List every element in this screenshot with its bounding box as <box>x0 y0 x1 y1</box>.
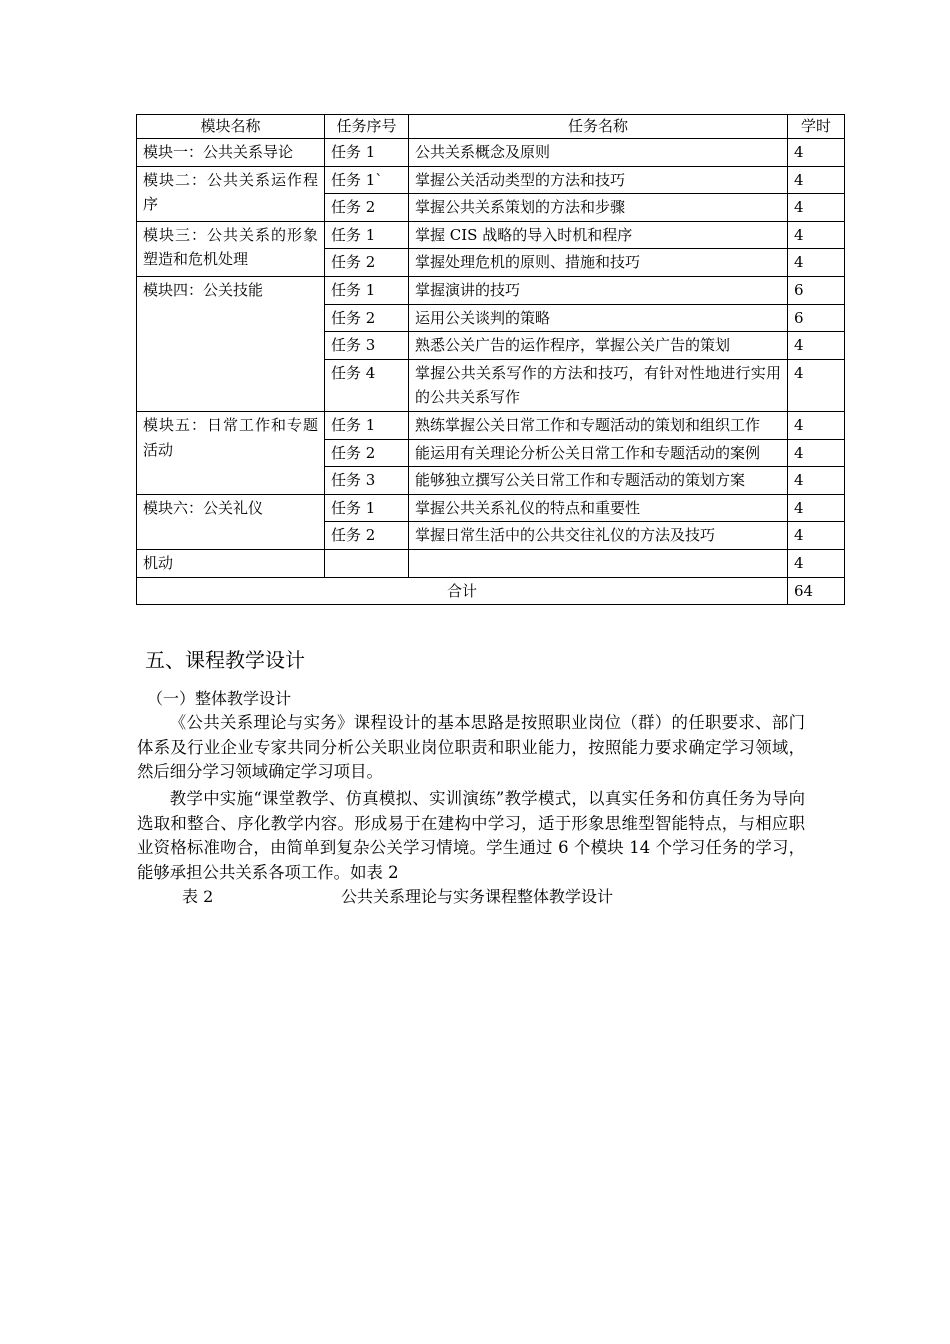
task-name-cell: 公共关系概念及原则 <box>409 139 788 167</box>
task-name-cell: 掌握公共关系礼仪的特点和重要性 <box>409 494 788 522</box>
task-hours-cell: 4 <box>788 522 845 550</box>
module-name-cell: 模块一：公共关系导论 <box>137 139 325 167</box>
task-number-cell: 任务 1 <box>325 494 409 522</box>
task-name-cell: 掌握 CIS 战略的导入时机和程序 <box>409 221 788 249</box>
task-name-cell: 掌握公关活动类型的方法和技巧 <box>409 166 788 194</box>
task-name-cell: 掌握公共关系写作的方法和技巧，有针对性地进行实用的公共关系写作 <box>409 359 788 411</box>
table-total-row <box>137 577 845 605</box>
header-task-number: 任务序号 <box>325 115 409 139</box>
task-hours-cell: 4 <box>788 332 845 360</box>
table-body <box>137 115 845 605</box>
task-name-cell: 掌握日常生活中的公共交往礼仪的方法及技巧 <box>409 522 788 550</box>
total-hours-cell: 64 <box>788 577 845 605</box>
section-title: 五、课程教学设计 <box>145 648 305 672</box>
header-hours: 学时 <box>788 115 845 139</box>
table-row <box>137 166 845 194</box>
task-hours-cell: 4 <box>788 194 845 222</box>
task-number-cell: 任务 1 <box>325 139 409 167</box>
subsection-title: （一）整体教学设计 <box>147 689 292 708</box>
task-number-cell: 任务 1 <box>325 276 409 304</box>
table-row <box>137 494 845 522</box>
table-row <box>137 276 845 304</box>
task-hours-cell: 4 <box>788 411 845 439</box>
task-hours-cell: 4 <box>788 467 845 495</box>
task-number-cell: 任务 3 <box>325 332 409 360</box>
header-module-name: 模块名称 <box>137 115 325 139</box>
body-paragraph: 教学中实施“课堂教学、仿真模拟、实训演练”教学模式，以真实任务和仿真任务为导向选取和整合、序化教学内容。形成易于在建构中学习，适于形象思维型智能特点，与相应职业资格标准吻合，由简单到复杂公关学习情境。学生通过 6 个模块 14 个学习任务的学习，能够承担公共关系各项工作。如表 2 <box>137 789 805 882</box>
table-header-row <box>137 115 845 139</box>
task-hours-cell: 4 <box>788 221 845 249</box>
module-name-cell: 机动 <box>137 549 325 577</box>
task-name-cell: 掌握处理危机的原则、措施和技巧 <box>409 249 788 277</box>
task-name-cell: 能够独立撰写公关日常工作和专题活动的策划方案 <box>409 467 788 495</box>
task-number-cell: 任务 1 <box>325 411 409 439</box>
task-hours-cell: 4 <box>788 494 845 522</box>
task-hours-cell: 4 <box>788 549 845 577</box>
task-name-cell: 运用公关谈判的策略 <box>409 304 788 332</box>
task-name-cell: 掌握演讲的技巧 <box>409 276 788 304</box>
table-caption-title: 公共关系理论与实务课程整体教学设计 <box>341 887 614 906</box>
task-number-cell: 任务 2 <box>325 522 409 550</box>
task-number-cell: 任务 1` <box>325 166 409 194</box>
table-row <box>137 221 845 249</box>
body-paragraph: 《公共关系理论与实务》课程设计的基本思路是按照职业岗位（群）的任职要求、部门体系及行业企业专家共同分析公关职业岗位职责和职业能力，按照能力要求确定学习领域，然后细分学习领域确定学习项目。 <box>137 713 805 781</box>
total-label-cell: 合计 <box>137 577 788 605</box>
task-number-cell: 任务 3 <box>325 467 409 495</box>
task-number-cell: 任务 2 <box>325 249 409 277</box>
module-name-cell: 模块五：日常工作和专题活动 <box>137 411 325 494</box>
table-row <box>137 139 845 167</box>
task-name-cell: 掌握公共关系策划的方法和步骤 <box>409 194 788 222</box>
task-hours-cell: 4 <box>788 439 845 467</box>
task-name-cell: 能运用有关理论分析公关日常工作和专题活动的案例 <box>409 439 788 467</box>
task-hours-cell: 4 <box>788 249 845 277</box>
task-hours-cell: 4 <box>788 166 845 194</box>
module-name-cell: 模块三：公共关系的形象塑造和危机处理 <box>137 221 325 276</box>
task-name-cell <box>409 549 788 577</box>
task-hours-cell: 4 <box>788 139 845 167</box>
task-name-cell: 熟练掌握公关日常工作和专题活动的策划和组织工作 <box>409 411 788 439</box>
module-name-cell: 模块四：公关技能 <box>137 276 325 411</box>
task-name-cell: 熟悉公关广告的运作程序，掌握公关广告的策划 <box>409 332 788 360</box>
course-hours-table <box>136 114 845 605</box>
header-task-name: 任务名称 <box>409 115 788 139</box>
task-number-cell: 任务 1 <box>325 221 409 249</box>
module-name-cell: 模块六：公关礼仪 <box>137 494 325 549</box>
task-hours-cell: 6 <box>788 276 845 304</box>
task-number-cell <box>325 549 409 577</box>
task-number-cell: 任务 4 <box>325 359 409 411</box>
table-row <box>137 411 845 439</box>
module-name-cell: 模块二：公共关系运作程序 <box>137 166 325 221</box>
task-number-cell: 任务 2 <box>325 194 409 222</box>
task-hours-cell: 6 <box>788 304 845 332</box>
table-caption-label: 表 2 <box>182 887 214 906</box>
task-number-cell: 任务 2 <box>325 439 409 467</box>
task-number-cell: 任务 2 <box>325 304 409 332</box>
task-hours-cell: 4 <box>788 359 845 411</box>
table-row <box>137 549 845 577</box>
